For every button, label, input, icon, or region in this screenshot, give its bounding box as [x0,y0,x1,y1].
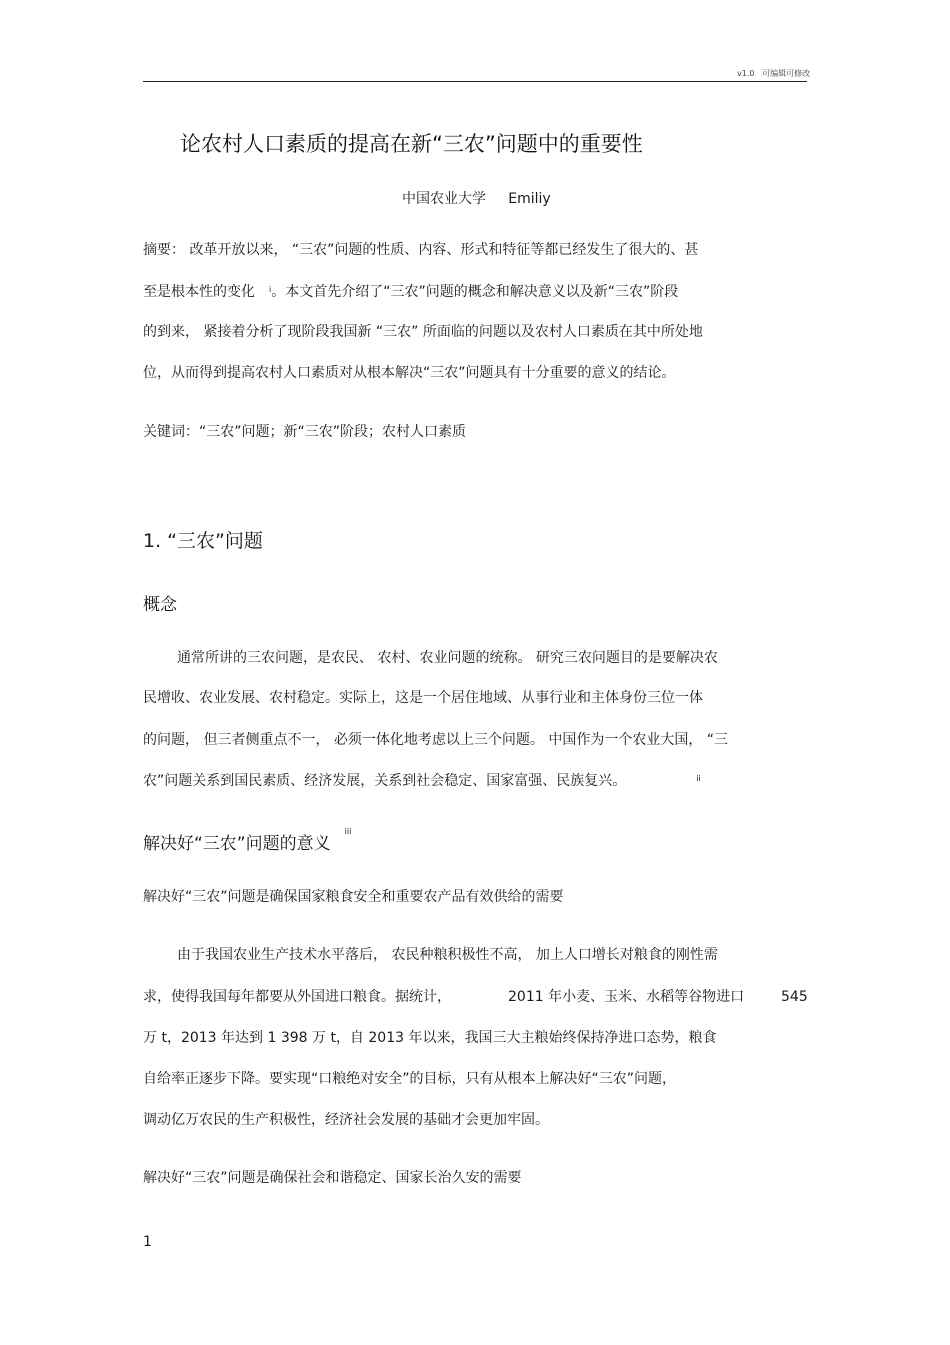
section-1-heading: 1. “三农”问题 [143,530,263,552]
abstract-line-4: 位，从而得到提高农村人口素质对从根本解决“三农”问题具有十分重要的意义的结论。 [143,365,676,381]
header-rule [143,81,807,82]
concept-heading: 概念 [143,595,177,615]
abstract-line-1: 摘要： 改革开放以来， “三农”问题的性质、内容、形式和特征等都已经发生了很大的、甚 [143,242,699,258]
abstract-line-2b: 。本文首先介绍了“三农”问题的概念和解决意义以及新“三农”阶段 [271,284,679,300]
food-para-line-2b: 2011 年小麦、玉米、水稻等谷物进口 [508,989,745,1005]
document-title: 论农村人口素质的提高在新“三农”问题中的重要性 [180,132,643,156]
abstract-line-2a: 至是根本性的变化 [143,284,255,300]
abstract-line-2 [143,282,678,302]
food-para-line-4: 自给率正逐步下降。要实现“口粮绝对安全”的目标，只有从根本上解决好“三农”问题， [143,1071,677,1087]
keywords: 关键词：“三农”问题；新“三农”阶段；农村人口素质 [143,424,467,440]
food-para-line-2c: 545 [781,989,808,1005]
header-version [737,68,810,79]
footnote-ref-i[interactable]: i [269,285,272,294]
editable-label: 可编辑可修改 [762,69,811,78]
footnote-ref-iii[interactable]: iii [344,827,352,836]
author-affiliation: 中国农业大学 [402,191,486,207]
footnote-ref-ii[interactable]: ii [696,774,701,783]
food-para-line-1: 由于我国农业生产技术水平落后， 农民种粮积极性不高， 加上人口增长对粮食的刚性需 [177,947,718,963]
significance-heading-text: 解决好“三农”问题的意义 [143,834,331,854]
concept-para-line-3: 的问题， 但三者侧重点不一， 必须一体化地考虑以上三个问题。 中国作为一个农业大国， “三 [143,732,729,748]
concept-para-line-4 [143,771,701,791]
subheading-social-stability: 解决好“三农”问题是确保社会和谐稳定、国家长治久安的需要 [143,1170,522,1186]
food-para-line-3: 万 t，2013 年达到 1 398 万 t，自 2013 年以来，我国三大主粮始终保持净进口态势，粮食 [143,1030,717,1046]
significance-heading [143,829,351,854]
concept-para-line-1: 通常所讲的三农问题，是农民、 农村、农业问题的统称。 研究三农问题目的是要解决农 [177,650,718,666]
abstract-line-3: 的到来， 紧接着分析了现阶段我国新 “三农” 所面临的问题以及农村人口素质在其中所处地 [143,324,703,340]
food-para-line-5: 调动亿万农民的生产积极性，经济社会发展的基础才会更加牢固。 [143,1112,549,1128]
page-number: 1 [143,1234,152,1250]
author-name: Emiliy [508,191,551,207]
version-label: v1.0 [737,69,755,78]
subheading-food-security: 解决好“三农”问题是确保国家粮食安全和重要农产品有效供给的需要 [143,889,564,905]
concept-para-line-4-text: 农”问题关系到国民素质、经济发展，关系到社会稳定、国家富强、民族复兴。 [143,773,627,789]
food-para-line-2 [143,987,451,1007]
concept-para-line-2: 民增收、农业发展、农村稳定。实际上，这是一个居住地域、从事行业和主体身份三位一体 [143,690,703,706]
author-line [402,188,551,208]
food-para-line-2a: 求，使得我国每年都要从外国进口粮食。据统计， [143,989,451,1005]
